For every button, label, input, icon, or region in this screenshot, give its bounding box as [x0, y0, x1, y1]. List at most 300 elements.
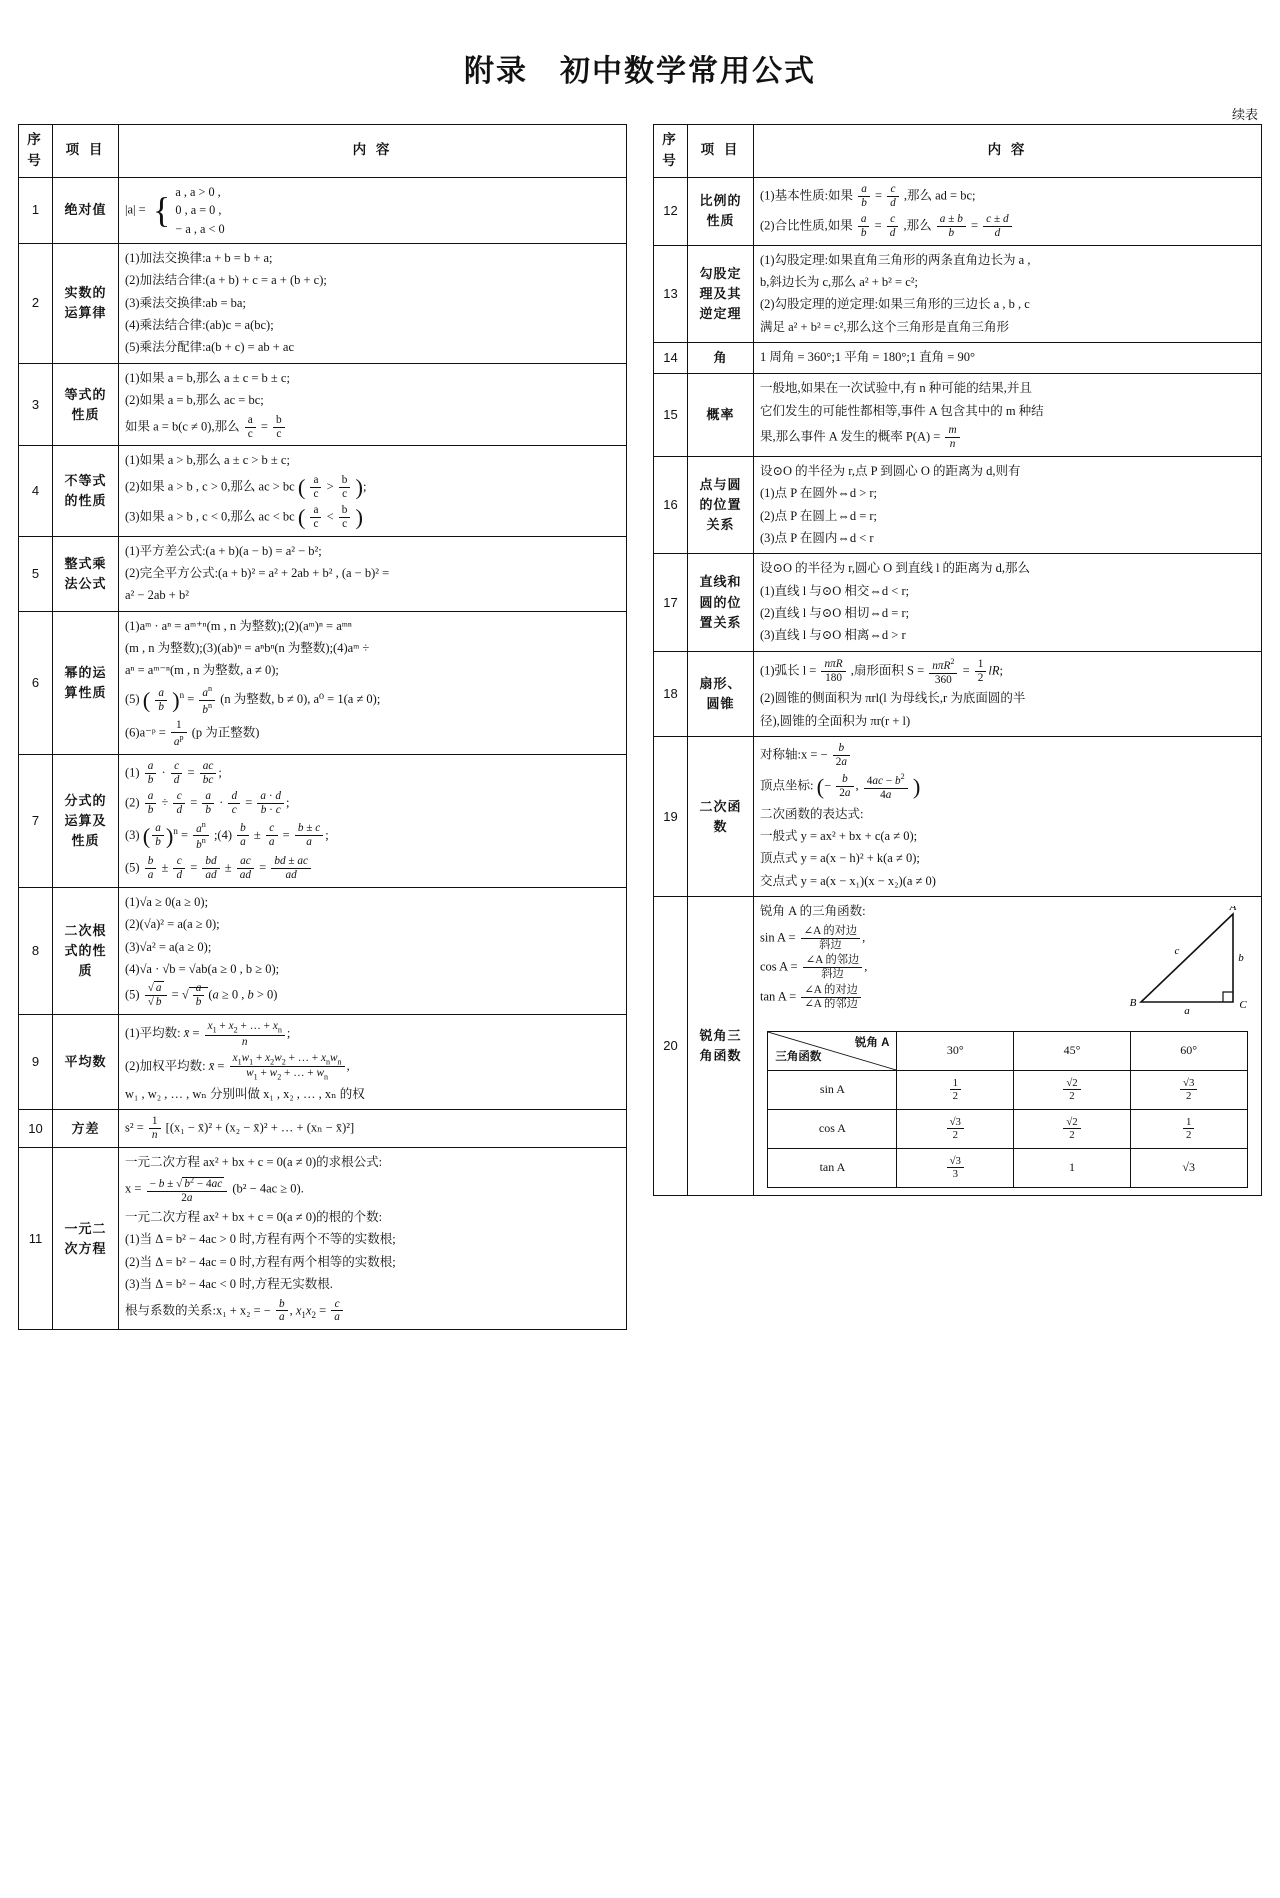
row-label: cos A — [768, 1109, 897, 1148]
row-content — [754, 456, 1262, 554]
line: (3)直线 l 与⊙O 相离⇔d > r — [760, 628, 906, 643]
fraction — [310, 474, 321, 501]
continued-label: 续表 — [1231, 107, 1258, 122]
line: (3)点 P 在圆内⇔d < r — [760, 530, 874, 545]
line-text: 如果 a = b(c ≠ 0),那么 — [125, 418, 240, 433]
line-text: (5) — [125, 860, 140, 875]
line-text: = — [962, 663, 970, 678]
row-content — [119, 1015, 627, 1110]
numerator: √2 — [1063, 1077, 1080, 1090]
line: (1)√a ≥ 0(a ≥ 0); — [125, 894, 209, 909]
row-item: 实数的运算律 — [53, 243, 119, 363]
line-text: (5) — [125, 987, 140, 1002]
denominator: $a^p$ — [173, 733, 184, 748]
line: (4)乘法结合律:(ab)c = a(bc); — [125, 318, 274, 333]
line — [125, 504, 620, 531]
fraction — [273, 414, 285, 441]
fraction — [801, 925, 861, 952]
line-text: [(x₁ − x̄)² + (x₂ − x̄)² + … + (xₙ − x̄)²] — [165, 1120, 355, 1135]
value-cell — [1014, 1070, 1131, 1109]
line: 交点式 y = a(x − x₁)(x − x₂)(a ≠ 0) — [760, 873, 936, 888]
row-no: 15 — [654, 374, 688, 457]
value-cell — [1130, 1109, 1247, 1148]
tan-definition — [760, 984, 1119, 1011]
table-row — [19, 611, 627, 754]
row-content — [119, 243, 627, 363]
line-text: 根与系数的关系:x₁ + x₂ = − — [125, 1302, 271, 1317]
line: (2)完全平方公式:(a + b)² = a² + 2ab + b² , (a − b)² = — [125, 565, 390, 580]
row-item: 点与圆的位置关系 — [688, 456, 754, 554]
fraction — [801, 984, 861, 1011]
line-text: (2)加权平均数: — [125, 1058, 206, 1073]
numerator: 1 — [171, 719, 187, 733]
row-label: sin A — [768, 1070, 897, 1109]
line: (1)aᵐ · aⁿ = aᵐ⁺ⁿ(m , n 为整数);(2)(aᵐ)ⁿ = aᵐⁿ — [125, 618, 352, 633]
header-angle-label: 锐角 A — [854, 1036, 890, 1049]
table-row — [654, 456, 1262, 554]
line-text: s² = — [125, 1120, 144, 1135]
row-content — [754, 177, 1262, 245]
line: 顶点式 y = a(x − h)² + k(a ≠ 0); — [760, 851, 920, 866]
line: (1)当 Δ = b² − 4ac > 0 时,方程有两个不等的实数根; — [125, 1232, 396, 1247]
abs-cases — [175, 183, 224, 238]
line-text: (5) — [125, 691, 140, 706]
paren-open: ( — [297, 504, 306, 530]
row-item: 概率 — [688, 374, 754, 457]
numerator: a — [155, 687, 167, 701]
numerator: $a^n$ — [199, 684, 215, 701]
table-row — [654, 343, 1262, 374]
line: 设⊙O 的半径为 r,点 P 到圆心 O 的距离为 d,则有 — [760, 463, 1021, 478]
table-row — [654, 897, 1262, 1195]
line: (1)勾股定理:如果直角三角形的两条直角边长为 a , — [760, 252, 1031, 267]
fraction — [199, 684, 215, 716]
row-item: 锐角三角函数 — [688, 897, 754, 1195]
numerator: √2 — [1063, 1116, 1080, 1129]
row-item: 一元二次方程 — [53, 1148, 119, 1330]
denominator: 2 — [1185, 1129, 1192, 1142]
header-item: 项 目 — [688, 125, 754, 178]
line: w₁ , w₂ , … , wₙ 分别叫做 x₁ , x₂ , … , xₙ 的权 — [125, 1086, 365, 1101]
value-cell — [1014, 1109, 1131, 1148]
equals: = — [874, 188, 882, 203]
table-row — [654, 177, 1262, 245]
line: (1)如果 a = b,那么 a ± c = b ± c; — [125, 370, 290, 385]
relation: < — [326, 509, 334, 524]
table-row — [19, 1148, 627, 1330]
header-no: 序号 — [19, 125, 53, 178]
numerator: a — [310, 504, 321, 518]
row-no: 14 — [654, 343, 688, 374]
line-text: (1)平均数: — [125, 1026, 181, 1041]
svg-text:A: A — [1229, 906, 1237, 914]
left-column — [18, 106, 627, 1330]
row-item: 二次根式的性质 — [53, 887, 119, 1014]
line-text: ,扇形面积 S = — [850, 663, 925, 678]
row-no: 9 — [19, 1015, 53, 1110]
line: (2)如果 a = b,那么 ac = bc; — [125, 393, 264, 408]
formula-table-left — [18, 124, 627, 1330]
row-content — [119, 754, 627, 887]
row-item: 勾股定理及其逆定理 — [688, 245, 754, 343]
row-item: 二次函数 — [688, 737, 754, 897]
line: 对称轴:x = − $\frac{b}{2a}$ — [760, 742, 1255, 769]
line: x = $\frac{- b \pm √ b^2 - 4ac}{2a}$ (b² − 4ac ≥ 0). — [125, 1175, 304, 1205]
paren-open: ( — [142, 687, 151, 713]
equals: = — [260, 418, 268, 433]
line-text: ,那么 — [903, 218, 932, 233]
header-item: 项 目 — [53, 125, 119, 178]
denominator: c — [313, 487, 319, 500]
numerator: √3 — [1180, 1077, 1197, 1090]
value-cell: 1 — [1014, 1148, 1131, 1187]
fraction — [245, 414, 256, 441]
row-no: 18 — [654, 651, 688, 736]
value-cell — [897, 1109, 1014, 1148]
line — [125, 719, 620, 749]
line: 满足 a² + b² = c²,那么这个三角形是直角三角形 — [760, 319, 1009, 334]
numerator: ∠A 的对边 — [801, 925, 861, 939]
row-content — [754, 897, 1262, 1195]
row-item: 平均数 — [53, 1015, 119, 1110]
denominator: c — [342, 487, 348, 500]
row-no: 16 — [654, 456, 688, 554]
numerator: √3 — [947, 1155, 964, 1168]
line: 一元二次方程 ax² + bx + c = 0(a ≠ 0)的根的个数: — [125, 1210, 383, 1225]
line: (2)如果 a > b , c > 0,那么 ac > bc ( $\frac{a}{c}$ > $\frac{b}{c}$ ); — [125, 473, 367, 500]
line: (3)当 Δ = b² − 4ac < 0 时,方程无实数根. — [125, 1277, 333, 1292]
trig-row-cos — [768, 1109, 1247, 1148]
triangle-icon — [1125, 906, 1255, 1016]
line-text: 果,那么事件 A 发生的概率 P(A) = — [760, 429, 941, 444]
line — [125, 684, 620, 716]
line-text: (3)如果 a > b , c < 0,那么 ac < bc — [125, 509, 295, 524]
row-no: 20 — [654, 897, 688, 1195]
line: 一元二次方程 ax² + bx + c = 0(a ≠ 0)的求根公式: — [125, 1155, 383, 1170]
row-no: 19 — [654, 737, 688, 897]
denominator: c — [276, 427, 282, 440]
line: (1)加法交换律:a + b = b + a; — [125, 250, 273, 265]
line: (5) $\frac{b}{a}$ ± $\frac{c}{d}$ = $\frac{bd}{ad}$ ± $\frac{ac}{ad}$ = $\frac{bd \pm ac}{ad}$ — [125, 855, 620, 882]
denominator: 2 — [952, 1129, 958, 1142]
paren-close: ) — [172, 687, 180, 713]
paren-open: ( — [297, 474, 306, 500]
line: (1)弧长 l = $\frac{\text{nπR}}{180}$ ,扇形面积 S = $\frac{n\pi R^2}{360}$ = $\frac{1}{2}$ lR; — [760, 656, 1003, 686]
line-text: (b² − 4ac ≥ 0). — [232, 1182, 304, 1197]
line: 顶点坐标: (− $\frac{b}{2a}$ , $\frac{4ac - b^2}{4a}$ ) — [760, 772, 921, 801]
line-text: (1)弧长 l = — [760, 663, 817, 678]
row-item: 不等式的性质 — [53, 446, 119, 536]
denominator: c — [247, 427, 253, 440]
line: 1 周角 = 360°;1 平角 = 180°;1 直角 = 90° — [760, 350, 975, 365]
line-text: (n 为整数, b ≠ 0), a⁰ = 1(a ≠ 0); — [220, 691, 381, 706]
paren-close: ) — [355, 474, 364, 500]
line: (1) $\frac{a}{b}$ · $\frac{c}{d}$ = $\frac{ac}{bc}$ ; — [125, 759, 222, 786]
fraction — [339, 504, 351, 531]
fraction — [171, 719, 187, 749]
row-content — [119, 1148, 627, 1330]
fraction — [339, 474, 351, 501]
brace-symbol: { — [152, 190, 171, 231]
line: (2)直线 l 与⊙O 相切⇔d = r; — [760, 606, 910, 621]
abs-case-2: 0 , a = 0 , — [175, 203, 222, 218]
row-content — [754, 245, 1262, 343]
numerator: ∠A 的对边 — [801, 984, 861, 998]
numerator: ∠A 的邻边 — [803, 954, 863, 968]
trig-header-row — [768, 1031, 1247, 1070]
row-content — [119, 611, 627, 754]
row-no: 8 — [19, 887, 53, 1014]
denominator: $b^n$ — [202, 700, 213, 716]
header-function-label: 三角函数 — [775, 1050, 822, 1063]
line: (3)√a² = a(a ≥ 0); — [125, 939, 212, 954]
trig-definitions-block — [760, 902, 1255, 1022]
sin-definition: sin A = $\frac{\text{∠A 的对边}}{\text{斜边}}$ , — [760, 924, 866, 951]
svg-text:C: C — [1239, 999, 1247, 1012]
table-header-row — [19, 125, 627, 178]
abs-case-1: a , a > 0 , — [175, 184, 221, 199]
line: (2)勾股定理的逆定理:如果三角形的三边长 a , b , c — [760, 297, 1030, 312]
row-item: 角 — [688, 343, 754, 374]
row-no: 2 — [19, 243, 53, 363]
table-row — [19, 754, 627, 887]
line: (2)加法结合律:(a + b) + c = a + (b + c); — [125, 273, 327, 288]
trig-row-tan — [768, 1148, 1247, 1187]
table-row — [19, 1110, 627, 1148]
equals: = — [187, 691, 195, 706]
row-no: 12 — [654, 177, 688, 245]
row-item: 扇形、圆锥 — [688, 651, 754, 736]
line: (1)平均数: x̄ = $\frac{x_1 + x_2 + \dots + x_n}{n}$ ; — [125, 1020, 291, 1048]
row-item: 幂的运算性质 — [53, 611, 119, 754]
formula-table-right — [653, 124, 1262, 1196]
line-text: ;(4) — [213, 827, 232, 842]
angle-60-header: 60° — [1130, 1031, 1247, 1070]
denominator: b — [158, 700, 164, 713]
line: (2)圆锥的侧面积为 πrl(l 为母线长,r 为底面圆的半 — [760, 691, 1026, 706]
line: s² = $\frac{1}{n}$ [(x₁ − x̄)² + (x₂ − x̄)² + … + (xₙ − x̄)²] — [125, 1115, 355, 1142]
line: 果,那么事件 A 发生的概率 P(A) = $\frac{m}{n}$ — [760, 424, 1255, 451]
line: (4)√a · √b = √ab(a ≥ 0 , b ≥ 0); — [125, 961, 280, 976]
row-no: 11 — [19, 1148, 53, 1330]
line-text: (2) — [125, 795, 140, 810]
equals: = — [874, 218, 882, 233]
line: (1)平方差公式:(a + b)(a − b) = a² − b²; — [125, 543, 322, 558]
line-text: (1) — [125, 765, 140, 780]
trig-row-sin — [768, 1070, 1247, 1109]
line: (1)基本性质:如果 $\frac{a}{b}$ = $\frac{c}{d}$ ,那么 ad = bc; — [760, 182, 976, 209]
line-text: tan A = — [760, 989, 797, 1004]
cos-definition: cos A = $\frac{\text{∠A 的邻边}}{\text{斜边}}$ , — [760, 954, 868, 981]
line-text: (2)合比性质,如果 — [760, 218, 853, 233]
denominator: c — [342, 517, 348, 530]
right-triangle-figure — [1125, 902, 1255, 1022]
line-text: 顶点坐标: — [760, 778, 814, 793]
numerator: a — [310, 474, 321, 488]
row-item: 比例的性质 — [688, 177, 754, 245]
abs-case-3: − a , a < 0 — [175, 221, 225, 236]
row-content — [754, 554, 1262, 652]
denominator: 斜边 — [819, 938, 842, 951]
row-item: 整式乘法公式 — [53, 536, 119, 611]
line — [125, 414, 620, 441]
header-no: 序号 — [654, 125, 688, 178]
row-item: 分式的运算及性质 — [53, 754, 119, 887]
numerator: 1 — [950, 1077, 961, 1090]
value-cell: √3 — [1130, 1148, 1247, 1187]
table-row — [654, 651, 1262, 736]
row-content — [119, 536, 627, 611]
line: 根与系数的关系:x₁ + x₂ = − $\frac{b}{a}$ , $x_1x_2$ = $\frac{c}{a}$ — [125, 1298, 620, 1325]
line-text: ,那么 ad = bc; — [903, 188, 976, 203]
row-item: 绝对值 — [53, 177, 119, 243]
line-text: (p 为正整数) — [191, 725, 260, 740]
denominator: 2 — [1069, 1129, 1075, 1142]
row-item: 直线和圆的位置关系 — [688, 554, 754, 652]
left-column-spacer — [18, 106, 627, 124]
line: (1)如果 a > b,那么 a ± c > b ± c; — [125, 453, 290, 468]
line: (2)加权平均数: x̄ = $\frac{x_1w_1 + x_2w_2 + \dots + x_nw_n}{w_1 + w_2 + \dots + w_n}$ , — [125, 1051, 350, 1082]
line: (2)(√a)² = a(a ≥ 0); — [125, 917, 220, 932]
value-cell — [897, 1070, 1014, 1109]
table-row — [654, 737, 1262, 897]
line-text: (3) — [125, 827, 140, 842]
line: (3) ( $\frac{a}{b}$ )$^n$ = $\frac{a^n}{b^n}$ ;(4) $\frac{b}{a}$ ± $\frac{c}{a}$ = $\frac{b \pm c}{a}$ ; — [125, 819, 329, 852]
header-content: 内 容 — [754, 125, 1262, 178]
table-row — [19, 887, 627, 1014]
row-content — [119, 177, 627, 243]
fraction — [155, 687, 167, 714]
diagonal-header-cell — [768, 1031, 897, 1070]
paren-close: ) — [355, 504, 364, 530]
row-content — [119, 1110, 627, 1148]
row-no: 5 — [19, 536, 53, 611]
svg-text:b: b — [1238, 952, 1244, 965]
line-text: sin A = — [760, 929, 796, 944]
row-no: 13 — [654, 245, 688, 343]
line: (1)直线 l 与⊙O 相交⇔d < r; — [760, 583, 910, 598]
line: (2) $\frac{a}{b}$ ÷ $\frac{c}{d}$ = $\frac{a}{b}$ · $\frac{d}{c}$ = $\frac{a \cdot d}{b \cdot c}$ ; — [125, 789, 290, 816]
numerator: √3 — [947, 1116, 964, 1129]
table-row — [19, 1015, 627, 1110]
line-text: (1)基本性质:如果 — [760, 188, 854, 203]
angle-30-header: 30° — [897, 1031, 1014, 1070]
row-item: 方差 — [53, 1110, 119, 1148]
fraction — [803, 954, 863, 981]
page-title: 附录 初中数学常用公式 — [464, 55, 816, 88]
line: (2)合比性质,如果 $\frac{a}{b}$ = $\frac{c}{d}$ ,那么 $\frac{a \pm b}{b}$ = $\frac{c \pm d}{d}$ — [760, 213, 1255, 240]
row-no: 4 — [19, 446, 53, 536]
row-no: 3 — [19, 363, 53, 446]
line-text: 对称轴:x = − — [760, 747, 828, 762]
two-column-layout — [0, 106, 1280, 1360]
denominator: 2 — [1069, 1090, 1075, 1103]
exponent: n — [179, 689, 185, 700]
row-content — [754, 374, 1262, 457]
row-no: 1 — [19, 177, 53, 243]
numerator: 1 — [1183, 1116, 1194, 1129]
numerator: a — [245, 414, 256, 428]
denominator: c — [313, 517, 319, 530]
line: 设⊙O 的半径为 r,圆心 O 到直线 l 的距离为 d,那么 — [760, 561, 1031, 576]
line: aⁿ = aᵐ⁻ⁿ(m , n 为整数, a ≠ 0); — [125, 663, 279, 678]
row-no: 7 — [19, 754, 53, 887]
line: 一般式 y = ax² + bx + c(a ≠ 0); — [760, 829, 918, 844]
row-no: 17 — [654, 554, 688, 652]
denominator: 2 — [1185, 1090, 1192, 1103]
row-content — [754, 737, 1262, 897]
row-content — [119, 446, 627, 536]
table-row — [19, 446, 627, 536]
row-no: 10 — [19, 1110, 53, 1148]
special-angle-values-table — [767, 1031, 1247, 1188]
line-text: (6)a⁻ᵖ = — [125, 725, 166, 740]
row-item: 等式的性质 — [53, 363, 119, 446]
line: (5)乘法分配律:a(b + c) = ab + ac — [125, 340, 295, 355]
row-content — [754, 343, 1262, 374]
angle-45-header: 45° — [1014, 1031, 1131, 1070]
row-content — [119, 887, 627, 1014]
line-text: (2)如果 a > b , c > 0,那么 ac > bc — [125, 479, 295, 494]
table-header-row — [654, 125, 1262, 178]
line: (5) $\frac{√ a}{√ b}$ = √ $\frac{a}{b}$ (a ≥ 0 , b > 0) — [125, 982, 278, 1009]
value-cell — [897, 1148, 1014, 1187]
denominator: 斜边 — [821, 968, 844, 981]
table-row — [654, 554, 1262, 652]
line: (3)乘法交换律:ab = ba; — [125, 295, 246, 310]
line: 径),圆锥的全面积为 πr(r + l) — [760, 713, 911, 728]
denominator: 2 — [952, 1090, 958, 1103]
line-text: cos A = — [760, 959, 798, 974]
line: (2)当 Δ = b² − 4ac = 0 时,方程有两个相等的实数根; — [125, 1254, 396, 1269]
line: b,斜边长为 c,那么 a² + b² = c²; — [760, 274, 918, 289]
table-row — [654, 245, 1262, 343]
line: 一般地,如果在一次试验中,有 n 种可能的结果,并且 — [760, 381, 1032, 396]
row-content — [754, 651, 1262, 736]
table-row — [654, 374, 1262, 457]
line: 它们发生的可能性都相等,事件 A 包含其中的 m 种结 — [760, 403, 1044, 418]
numerator: b — [339, 504, 351, 518]
numerator: b — [339, 474, 351, 488]
table-row — [19, 536, 627, 611]
row-label: tan A — [768, 1148, 897, 1187]
line: 二次函数的表达式: — [760, 806, 864, 821]
line: (1)点 P 在圆外⇔d > r; — [760, 486, 877, 501]
svg-text:B: B — [1129, 997, 1137, 1010]
denominator: 3 — [952, 1168, 958, 1181]
row-no: 6 — [19, 611, 53, 754]
relation: > — [326, 479, 334, 494]
line: a² − 2ab + b² — [125, 588, 189, 603]
value-cell — [1130, 1070, 1247, 1109]
trig-definitions — [760, 902, 1119, 1011]
table-row — [19, 363, 627, 446]
table-row — [19, 243, 627, 363]
svg-text:c: c — [1174, 945, 1180, 958]
line: (2)点 P 在圆上⇔d = r; — [760, 508, 877, 523]
abs-lead: |a| = — [125, 202, 146, 217]
svg-text:a: a — [1184, 1005, 1190, 1017]
right-column — [653, 106, 1262, 1196]
line: (m , n 为整数);(3)(ab)ⁿ = aⁿbⁿ(n 为整数);(4)aᵐ ÷ — [125, 641, 370, 656]
denominator: ∠A 的邻边 — [804, 998, 858, 1011]
header-content: 内 容 — [119, 125, 627, 178]
fraction — [310, 504, 321, 531]
row-content — [119, 363, 627, 446]
line: 锐角 A 的三角函数: — [760, 904, 866, 919]
table-row — [19, 177, 627, 243]
line-text: x = — [125, 1182, 142, 1197]
